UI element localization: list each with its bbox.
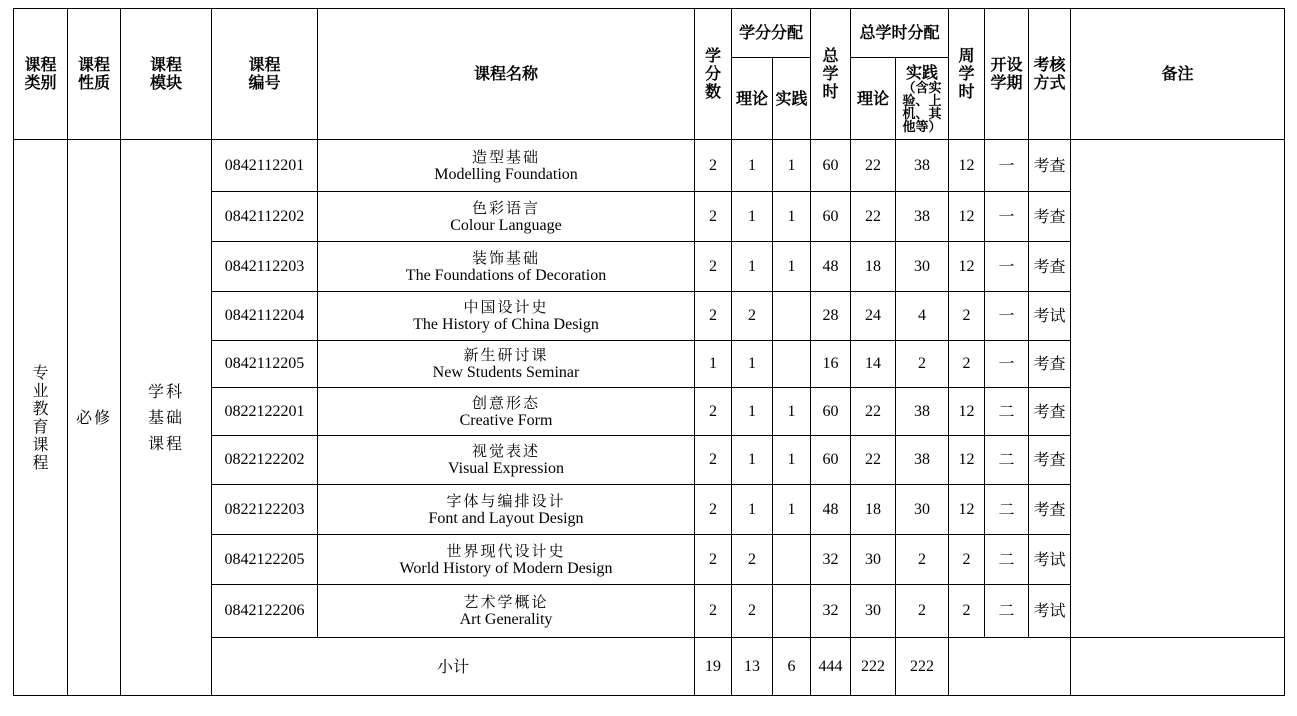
subtotal-remarks — [1071, 638, 1285, 696]
course-semester: 二 — [985, 388, 1029, 436]
header-hours-practice — [896, 58, 949, 140]
course-hours-practice: 2 — [896, 535, 949, 585]
course-name-zh: 字体与编排设计 — [446, 491, 566, 510]
course-assessment: 考查 — [1029, 436, 1071, 485]
header-credits: 学 分 数 — [695, 9, 732, 140]
course-name-en: The History of China Design — [413, 316, 599, 333]
curriculum-table — [13, 8, 1285, 696]
course-credit-theory: 1 — [732, 388, 773, 436]
course-semester: 一 — [985, 341, 1029, 388]
course-hours-theory: 22 — [851, 140, 896, 192]
course-credit-practice — [773, 585, 811, 638]
course-name-en: World History of Modern Design — [399, 559, 613, 577]
course-assessment: 考查 — [1029, 242, 1071, 292]
course-total-hours: 60 — [811, 388, 851, 436]
course-name-zh: 艺术学概论 — [463, 593, 549, 611]
header-nature: 课程 性质 — [68, 9, 121, 140]
course-credits: 2 — [695, 535, 732, 585]
course-semester: 一 — [985, 292, 1029, 341]
course-name — [318, 242, 695, 292]
course-weekly-hours: 2 — [949, 292, 985, 341]
course-code: 0842112202 — [212, 192, 318, 242]
course-credits: 2 — [695, 436, 732, 485]
subtotal-credit-practice: 6 — [773, 638, 811, 696]
course-name — [318, 535, 695, 585]
group-module: 学科 基础 课程 — [121, 140, 212, 696]
course-credit-theory: 2 — [732, 535, 773, 585]
course-credit-practice: 1 — [773, 436, 811, 485]
course-code: 0822122202 — [212, 436, 318, 485]
course-credit-theory: 1 — [732, 341, 773, 388]
course-hours-practice: 38 — [896, 192, 949, 242]
course-semester: 一 — [985, 242, 1029, 292]
header-code: 课程 编号 — [212, 9, 318, 140]
course-semester: 二 — [985, 436, 1029, 485]
course-name-en: Creative Form — [459, 411, 553, 429]
course-semester: 二 — [985, 535, 1029, 585]
course-hours-practice: 2 — [896, 341, 949, 388]
course-name — [318, 436, 695, 485]
subtotal-credit-theory: 13 — [732, 638, 773, 696]
course-hours-theory: 22 — [851, 192, 896, 242]
course-name — [318, 341, 695, 388]
course-name-zh: 创意形态 — [471, 393, 540, 412]
course-code: 0842112204 — [212, 292, 318, 341]
course-name-zh: 造型基础 — [471, 147, 540, 166]
course-name-zh: 色彩语言 — [471, 198, 540, 217]
course-hours-theory: 30 — [851, 585, 896, 638]
course-hours-practice: 30 — [896, 485, 949, 535]
course-credits: 2 — [695, 292, 732, 341]
course-hours-practice: 38 — [896, 140, 949, 192]
course-code: 0842122206 — [212, 585, 318, 638]
course-semester: 二 — [985, 485, 1029, 535]
subtotal-total-hours: 444 — [811, 638, 851, 696]
course-credit-practice — [773, 292, 811, 341]
course-name-zh: 世界现代设计史 — [446, 541, 566, 560]
course-name — [318, 388, 695, 436]
course-credit-practice — [773, 341, 811, 388]
course-total-hours: 28 — [811, 292, 851, 341]
course-semester: 一 — [985, 140, 1029, 192]
course-credits: 2 — [695, 242, 732, 292]
course-credit-theory: 1 — [732, 140, 773, 192]
course-credit-practice — [773, 535, 811, 585]
course-hours-theory: 18 — [851, 242, 896, 292]
course-weekly-hours: 12 — [949, 485, 985, 535]
course-total-hours: 16 — [811, 341, 851, 388]
course-credit-theory: 1 — [732, 436, 773, 485]
course-code: 0822122201 — [212, 388, 318, 436]
course-name-en: Art Generality — [459, 611, 553, 628]
course-total-hours: 60 — [811, 192, 851, 242]
course-name-en: Colour Language — [450, 216, 562, 234]
course-name-zh: 装饰基础 — [471, 248, 540, 267]
course-name-zh: 新生研讨课 — [463, 346, 549, 364]
course-weekly-hours: 2 — [949, 341, 985, 388]
course-credit-theory: 1 — [732, 485, 773, 535]
course-name-en: The Foundations of Decoration — [405, 266, 607, 284]
course-assessment: 考查 — [1029, 341, 1071, 388]
course-credit-theory: 2 — [732, 292, 773, 341]
course-total-hours: 60 — [811, 436, 851, 485]
course-weekly-hours: 12 — [949, 192, 985, 242]
course-name — [318, 192, 695, 242]
course-total-hours: 48 — [811, 242, 851, 292]
course-hours-practice: 38 — [896, 388, 949, 436]
course-weekly-hours: 12 — [949, 140, 985, 192]
course-hours-practice: 4 — [896, 292, 949, 341]
course-name-en: Modelling Foundation — [434, 165, 578, 183]
header-credit-practice: 实践 — [773, 58, 811, 140]
subtotal-hours-theory: 222 — [851, 638, 896, 696]
group-nature: 必修 — [68, 140, 121, 696]
course-assessment: 考查 — [1029, 192, 1071, 242]
course-credits: 2 — [695, 192, 732, 242]
course-total-hours: 32 — [811, 535, 851, 585]
header-name: 课程名称 — [318, 9, 695, 140]
subtotal-hours-practice: 222 — [896, 638, 949, 696]
course-weekly-hours: 2 — [949, 585, 985, 638]
course-hours-theory: 30 — [851, 535, 896, 585]
course-credit-practice: 1 — [773, 388, 811, 436]
subtotal-empty — [949, 638, 1071, 696]
course-name-en: Font and Layout Design — [428, 509, 584, 527]
header-module: 课程 模块 — [121, 9, 212, 140]
course-credits: 2 — [695, 585, 732, 638]
course-credit-practice: 1 — [773, 485, 811, 535]
table-row — [14, 140, 1285, 192]
header-credit-theory: 理论 — [732, 58, 773, 140]
course-weekly-hours: 12 — [949, 242, 985, 292]
course-hours-theory: 14 — [851, 341, 896, 388]
course-code: 0842112201 — [212, 140, 318, 192]
course-assessment: 考查 — [1029, 485, 1071, 535]
course-credit-theory: 2 — [732, 585, 773, 638]
header-hours-theory: 理论 — [851, 58, 896, 140]
course-total-hours: 32 — [811, 585, 851, 638]
course-hours-practice: 30 — [896, 242, 949, 292]
header-remarks: 备注 — [1071, 9, 1285, 140]
course-code: 0842112205 — [212, 341, 318, 388]
course-name — [318, 585, 695, 638]
group-category: 专 业 教 育 课 程 — [14, 140, 68, 696]
course-credit-practice: 1 — [773, 192, 811, 242]
course-hours-theory: 24 — [851, 292, 896, 341]
course-weekly-hours: 12 — [949, 436, 985, 485]
course-weekly-hours: 2 — [949, 535, 985, 585]
subtotal-label: 小计 — [212, 638, 695, 696]
course-assessment: 考试 — [1029, 535, 1071, 585]
course-assessment: 考试 — [1029, 292, 1071, 341]
header-hours-practice-note: （含实 验、上 机、其 他等） — [902, 80, 942, 135]
course-assessment: 考试 — [1029, 585, 1071, 638]
course-semester: 一 — [985, 192, 1029, 242]
subtotal-credits: 19 — [695, 638, 732, 696]
course-name-zh: 视觉表述 — [471, 442, 540, 460]
course-credit-theory: 1 — [732, 192, 773, 242]
header-hours-alloc: 总学时分配 — [851, 9, 949, 58]
course-hours-practice: 38 — [896, 436, 949, 485]
header-row-1 — [14, 9, 1285, 58]
header-assessment: 考核 方式 — [1029, 9, 1071, 140]
course-credit-practice: 1 — [773, 242, 811, 292]
course-credit-theory: 1 — [732, 242, 773, 292]
course-total-hours: 48 — [811, 485, 851, 535]
course-hours-theory: 18 — [851, 485, 896, 535]
course-code: 0822122203 — [212, 485, 318, 535]
course-hours-theory: 22 — [851, 388, 896, 436]
course-assessment: 考查 — [1029, 388, 1071, 436]
course-hours-theory: 22 — [851, 436, 896, 485]
course-credits: 1 — [695, 341, 732, 388]
course-credits: 2 — [695, 388, 732, 436]
header-credit-alloc: 学分分配 — [732, 9, 811, 58]
course-hours-practice: 2 — [896, 585, 949, 638]
course-name-zh: 中国设计史 — [463, 298, 549, 316]
remarks-cell — [1071, 140, 1285, 638]
course-code: 0842122205 — [212, 535, 318, 585]
course-credit-practice: 1 — [773, 140, 811, 192]
course-name-en: New Students Seminar — [432, 364, 580, 381]
course-credits: 2 — [695, 140, 732, 192]
course-name-en: Visual Expression — [448, 460, 564, 477]
course-assessment: 考查 — [1029, 140, 1071, 192]
course-weekly-hours: 12 — [949, 388, 985, 436]
course-name — [318, 140, 695, 192]
course-code: 0842112203 — [212, 242, 318, 292]
header-semester: 开设 学期 — [985, 9, 1029, 140]
header-hours-practice-label: 实践 — [906, 62, 939, 82]
course-name — [318, 292, 695, 341]
header-total-hours: 总 学 时 — [811, 9, 851, 140]
header-category: 课程 类别 — [14, 9, 68, 140]
course-name — [318, 485, 695, 535]
course-credits: 2 — [695, 485, 732, 535]
course-total-hours: 60 — [811, 140, 851, 192]
header-weekly-hours: 周 学 时 — [949, 9, 985, 140]
course-semester: 二 — [985, 585, 1029, 638]
